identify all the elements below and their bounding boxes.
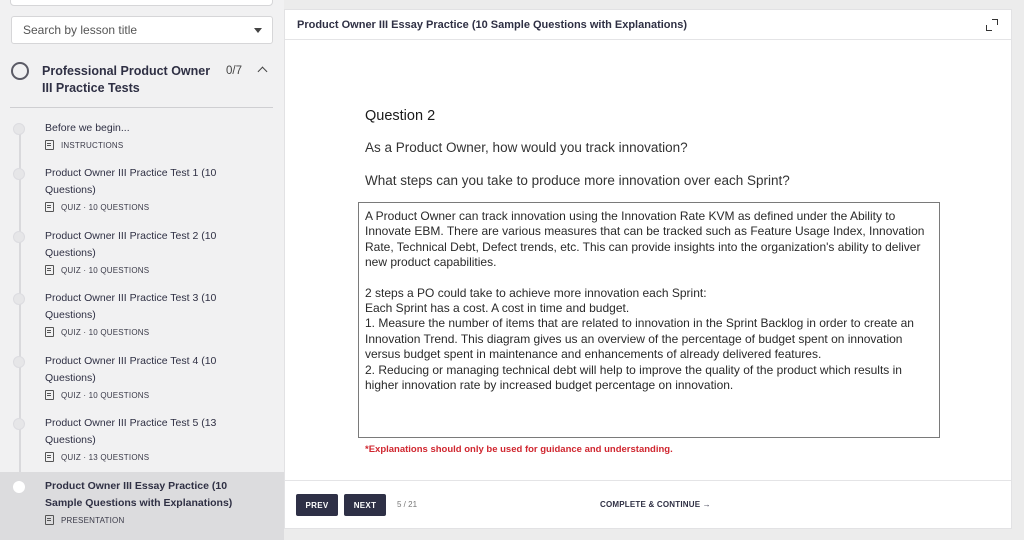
- lesson-item-before-we-begin[interactable]: [0, 120, 284, 160]
- search-placeholder: Search by lesson title: [23, 23, 138, 37]
- quiz-icon: [45, 452, 54, 462]
- course-progress-count: 0/7: [226, 65, 242, 77]
- expand-fullscreen-icon[interactable]: [985, 18, 999, 32]
- lesson-status-dot: [13, 231, 25, 243]
- lesson-title: Product Owner III Essay Practice (10 Sample Questions with Explanations): [45, 480, 233, 509]
- lesson-item-practice-test-4[interactable]: [0, 353, 284, 413]
- lesson-meta: [45, 452, 149, 462]
- lesson-meta: [45, 140, 123, 150]
- lesson-meta-text: QUIZ · 10 QUESTIONS: [61, 390, 150, 400]
- lesson-meta-text: QUIZ · 10 QUESTIONS: [61, 202, 150, 212]
- lesson-status-dot: [13, 481, 25, 493]
- explanation-steps-intro: 2 steps a PO could take to achieve more innovation each Sprint:: [365, 285, 707, 300]
- complete-continue-button[interactable]: COMPLETE & CONTINUE →: [600, 500, 711, 509]
- lesson-header-title: Product Owner III Essay Practice (10 Sample Questions with Explanations): [297, 18, 688, 31]
- explanation-cost-line: Each Sprint has a cost. A cost in time and budget.: [365, 301, 630, 316]
- lesson-title: Before we begin...: [45, 122, 130, 134]
- course-title: Professional Product Owner III Practice Tests: [42, 64, 211, 95]
- lesson-status-dot: [13, 418, 25, 430]
- lesson-footer: [285, 480, 1011, 528]
- lesson-item-practice-test-5[interactable]: [0, 415, 284, 475]
- quiz-icon: [45, 390, 54, 400]
- lesson-meta-text: QUIZ · 13 QUESTIONS: [61, 452, 150, 462]
- lesson-meta-text: PRESENTATION: [61, 515, 125, 525]
- sidebar: [0, 0, 284, 540]
- lesson-meta: [45, 515, 124, 525]
- lesson-meta-text: QUIZ · 10 QUESTIONS: [61, 265, 150, 275]
- lesson-search-select[interactable]: [11, 16, 273, 44]
- lesson-title: Product Owner III Practice Test 3 (10 Questions): [45, 292, 217, 321]
- dropdown-caret-icon: [254, 28, 262, 33]
- quiz-icon: [45, 327, 54, 337]
- lesson-title: Product Owner III Practice Test 2 (10 Questions): [45, 230, 217, 259]
- top-control-stub: [10, 0, 273, 6]
- lesson-status-dot: [13, 293, 25, 305]
- lesson-status-dot: [13, 123, 25, 135]
- lesson-meta: [45, 327, 149, 337]
- question-number: Question 2: [365, 108, 436, 124]
- lesson-title: Product Owner III Practice Test 1 (10 Questions): [45, 167, 217, 196]
- lesson-meta: [45, 265, 149, 275]
- question-line-1: As a Product Owner, how would you track innovation?: [365, 140, 688, 155]
- lesson-title: Product Owner III Practice Test 4 (10 Questions): [45, 355, 217, 384]
- explanation-step-2: 2. Reducing or managing technical debt will help to improve the quality of the product which results in higher innovation rate by increased budget percentage on innovation.: [365, 362, 902, 393]
- lesson-item-practice-test-3[interactable]: [0, 290, 284, 350]
- next-button[interactable]: NEXT: [344, 494, 386, 516]
- lesson-item-essay-practice[interactable]: [0, 472, 284, 540]
- lesson-status-dot: [13, 168, 25, 180]
- lesson-status-dot: [13, 356, 25, 368]
- explanation-disclaimer: *Explanations should only be used for guidance and understanding.: [365, 444, 673, 455]
- lesson-item-practice-test-2[interactable]: [0, 228, 284, 288]
- lesson-content-panel: [284, 9, 1012, 529]
- question-line-2: What steps can you take to produce more innovation over each Sprint?: [365, 173, 790, 188]
- lesson-meta-text: QUIZ · 10 QUESTIONS: [61, 327, 150, 337]
- lesson-meta: [45, 202, 149, 212]
- slide-page-count: 5 / 21: [397, 500, 418, 509]
- lesson-item-practice-test-1[interactable]: [0, 165, 284, 225]
- chevron-up-icon[interactable]: [258, 67, 268, 77]
- progress-circle-icon: [11, 62, 29, 80]
- explanation-step-1: 1. Measure the number of items that are related to innovation in the Sprint Backlog in order to create an Innovation Trend. This diagram gives us an overview of the percentage of budget spent on innovation versus budget spent in maintenance and enhancements of already delivered features.: [365, 316, 914, 362]
- quiz-icon: [45, 202, 54, 212]
- lesson-title: Product Owner III Practice Test 5 (13 Questions): [45, 417, 217, 446]
- presentation-slide: [285, 41, 1011, 481]
- presentation-icon: [45, 515, 54, 525]
- quiz-icon: [45, 265, 54, 275]
- course-section-header[interactable]: [10, 60, 273, 108]
- document-icon: [45, 140, 54, 150]
- lesson-meta-text: INSTRUCTIONS: [61, 140, 124, 150]
- explanation-box: [358, 202, 940, 438]
- lesson-header: [285, 10, 1011, 40]
- lesson-meta: [45, 390, 149, 400]
- explanation-paragraph: A Product Owner can track innovation using the Innovation Rate KVM as defined under the Ability to Innovate EBM. There are various measures that can be tracked such as Feature Usage Index, Innovation Rate, Technical Debt, Defect trends, etc. This can provide insights into the organization's ability to deliver new product capabilities.: [365, 209, 925, 270]
- prev-button[interactable]: PREV: [296, 494, 338, 516]
